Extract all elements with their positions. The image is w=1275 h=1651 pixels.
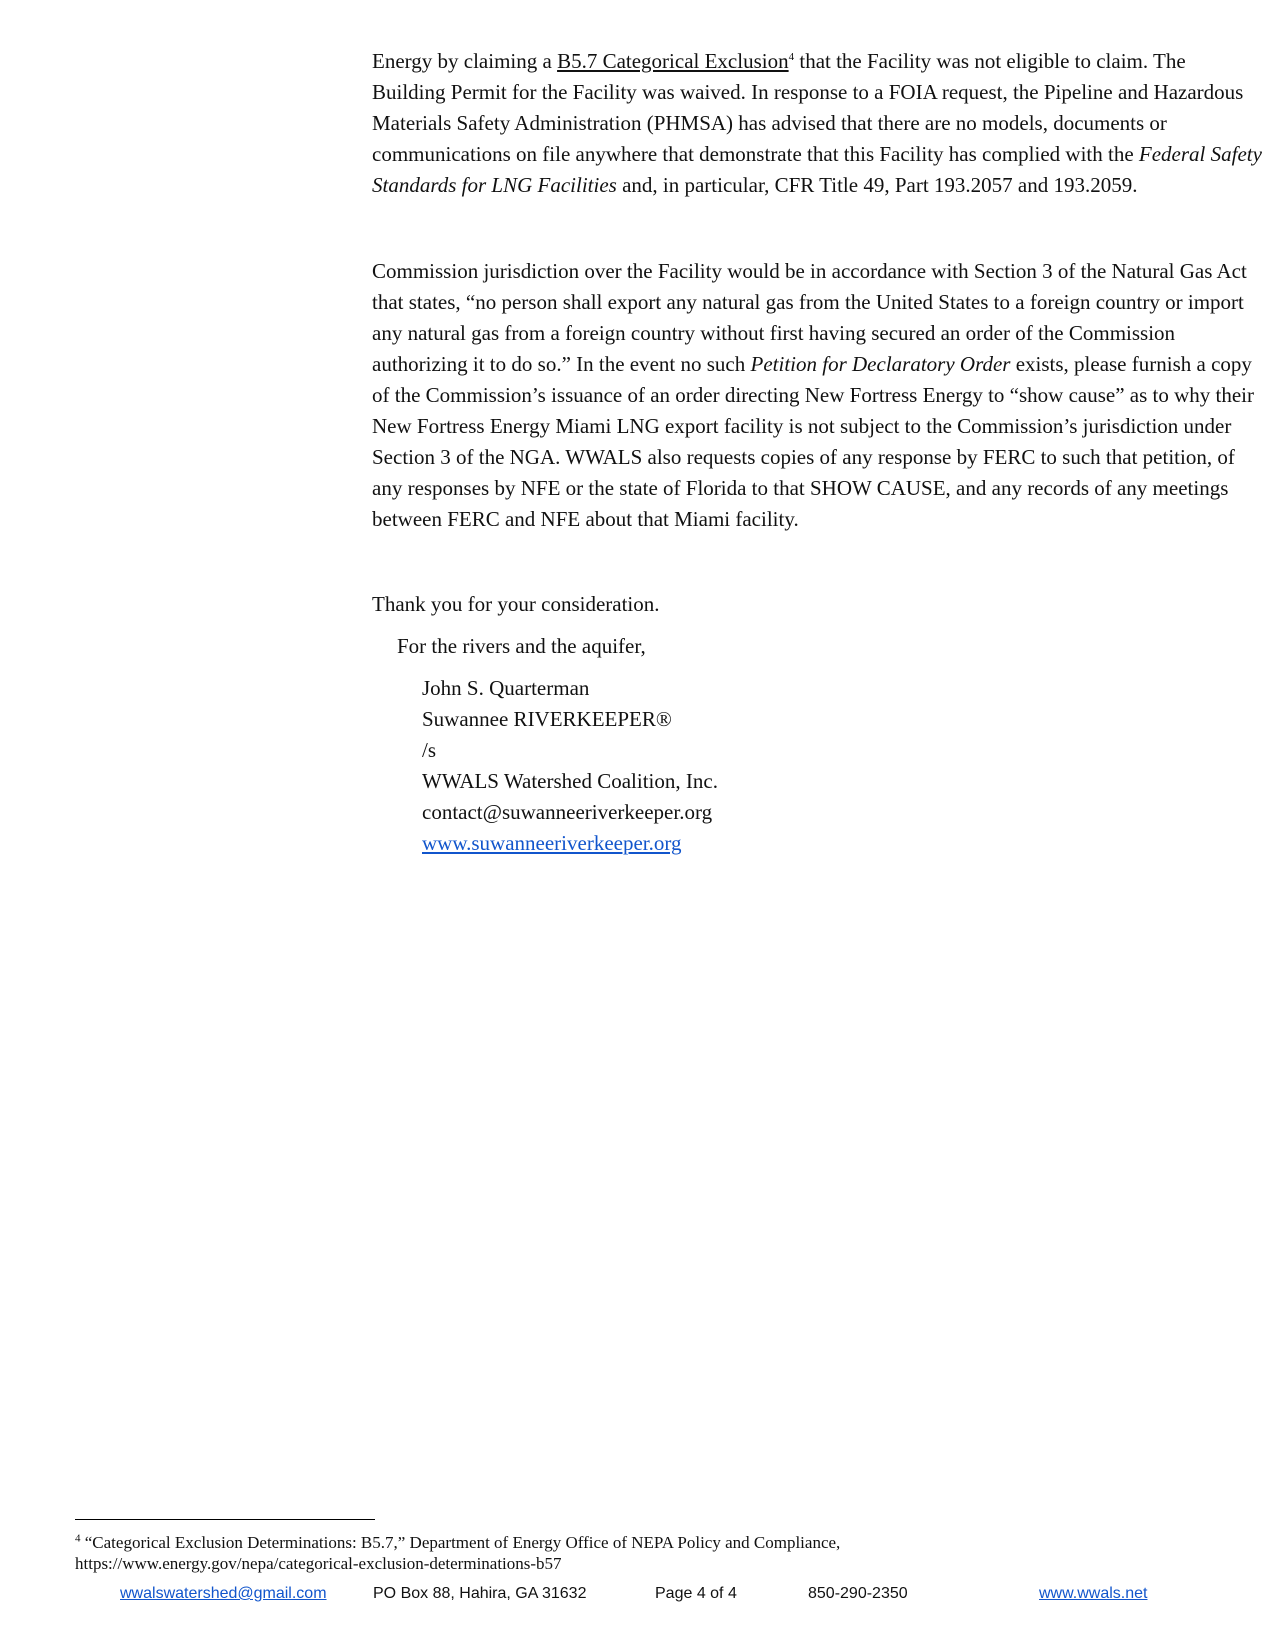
para1-italic-title: Federal Safety Standards for LNG Facilities	[372, 142, 1262, 197]
footnote-text: “Categorical Exclusion Determinations: B5.7,” Department of Energy Office of NEPA Policy and Compliance,	[80, 1533, 841, 1552]
para2-text-end: exists, please furnish a copy of the Commission’s issuance of an order directing New Fortress Energy to “show cause” as to why their New Fortress Energy Miami LNG export facility is not subject to the Commission’s jurisdiction under Section 3 of the NGA. WWALS also requests copies of any response by FERC to such that petition, of any responses by NFE or the state of Florida to that SHOW CAUSE, and any records of any meetings between FERC and NFE about that Miami facility.	[372, 352, 1254, 531]
footnote-4	[75, 1532, 1175, 1574]
riverkeeper-website-link[interactable]: www.suwanneeriverkeeper.org	[422, 831, 682, 855]
footnote-divider	[75, 1519, 375, 1520]
signature-mark: /s	[422, 738, 437, 762]
footer-website-link[interactable]: www.wwals.net	[1039, 1585, 1148, 1602]
para1-text-start: Energy by claiming a	[372, 49, 558, 73]
footer-email-link[interactable]: wwalswatershed@gmail.com	[120, 1585, 327, 1602]
contact-email: contact@suwanneeriverkeeper.org	[422, 800, 713, 824]
footer-page-number: Page 4 of 4	[655, 1585, 737, 1602]
categorical-exclusion-link[interactable]: B5.7 Categorical Exclusion	[557, 49, 789, 73]
para2-text-start: Commission jurisdiction over the Facility would be in accordance with Section 3 of the Natural Gas Act that states, “no person shall export any natural gas from the United States to a foreign country or import any natural gas from a foreign country without first having secured an order of the Commission authorizing it to do so.” In the event no such	[372, 259, 1247, 376]
page-footer	[0, 1585, 1275, 1607]
footnote-ref-4[interactable]: 4	[788, 51, 795, 63]
footer-address: PO Box 88, Hahira, GA 31632	[373, 1585, 587, 1602]
paragraph-exclusion	[372, 46, 1262, 201]
closing-line: For the rivers and the aquifer,	[397, 634, 646, 658]
thanks-line: Thank you for your consideration.	[372, 592, 660, 616]
paragraph-jurisdiction	[372, 256, 1262, 535]
footnote-number: 4	[75, 1532, 81, 1545]
footer-phone: 850-290-2350	[808, 1585, 908, 1602]
para1-text-mid: that the Facility was not eligible to claim. The Building Permit for the Facility was waived. In response to a FOIA request, the Pipeline and Hazardous Materials Safety Administration (PHMSA) has advised that there are no models, documents or communications on file anywhere that demonstrate that this Facility has complied with the	[372, 49, 1244, 166]
para2-italic-title: Petition for Declaratory Order	[750, 352, 1011, 376]
signer-name: John S. Quarterman	[422, 676, 590, 700]
organization-name: WWALS Watershed Coalition, Inc.	[422, 769, 718, 793]
signer-title: Suwannee RIVERKEEPER®	[422, 707, 672, 731]
footnote-url: https://www.energy.gov/nepa/categorical-exclusion-determinations-b57	[75, 1554, 562, 1573]
para1-text-end: and, in particular, CFR Title 49, Part 193.2057 and 193.2059.	[616, 173, 1138, 197]
signature-block	[422, 673, 718, 859]
